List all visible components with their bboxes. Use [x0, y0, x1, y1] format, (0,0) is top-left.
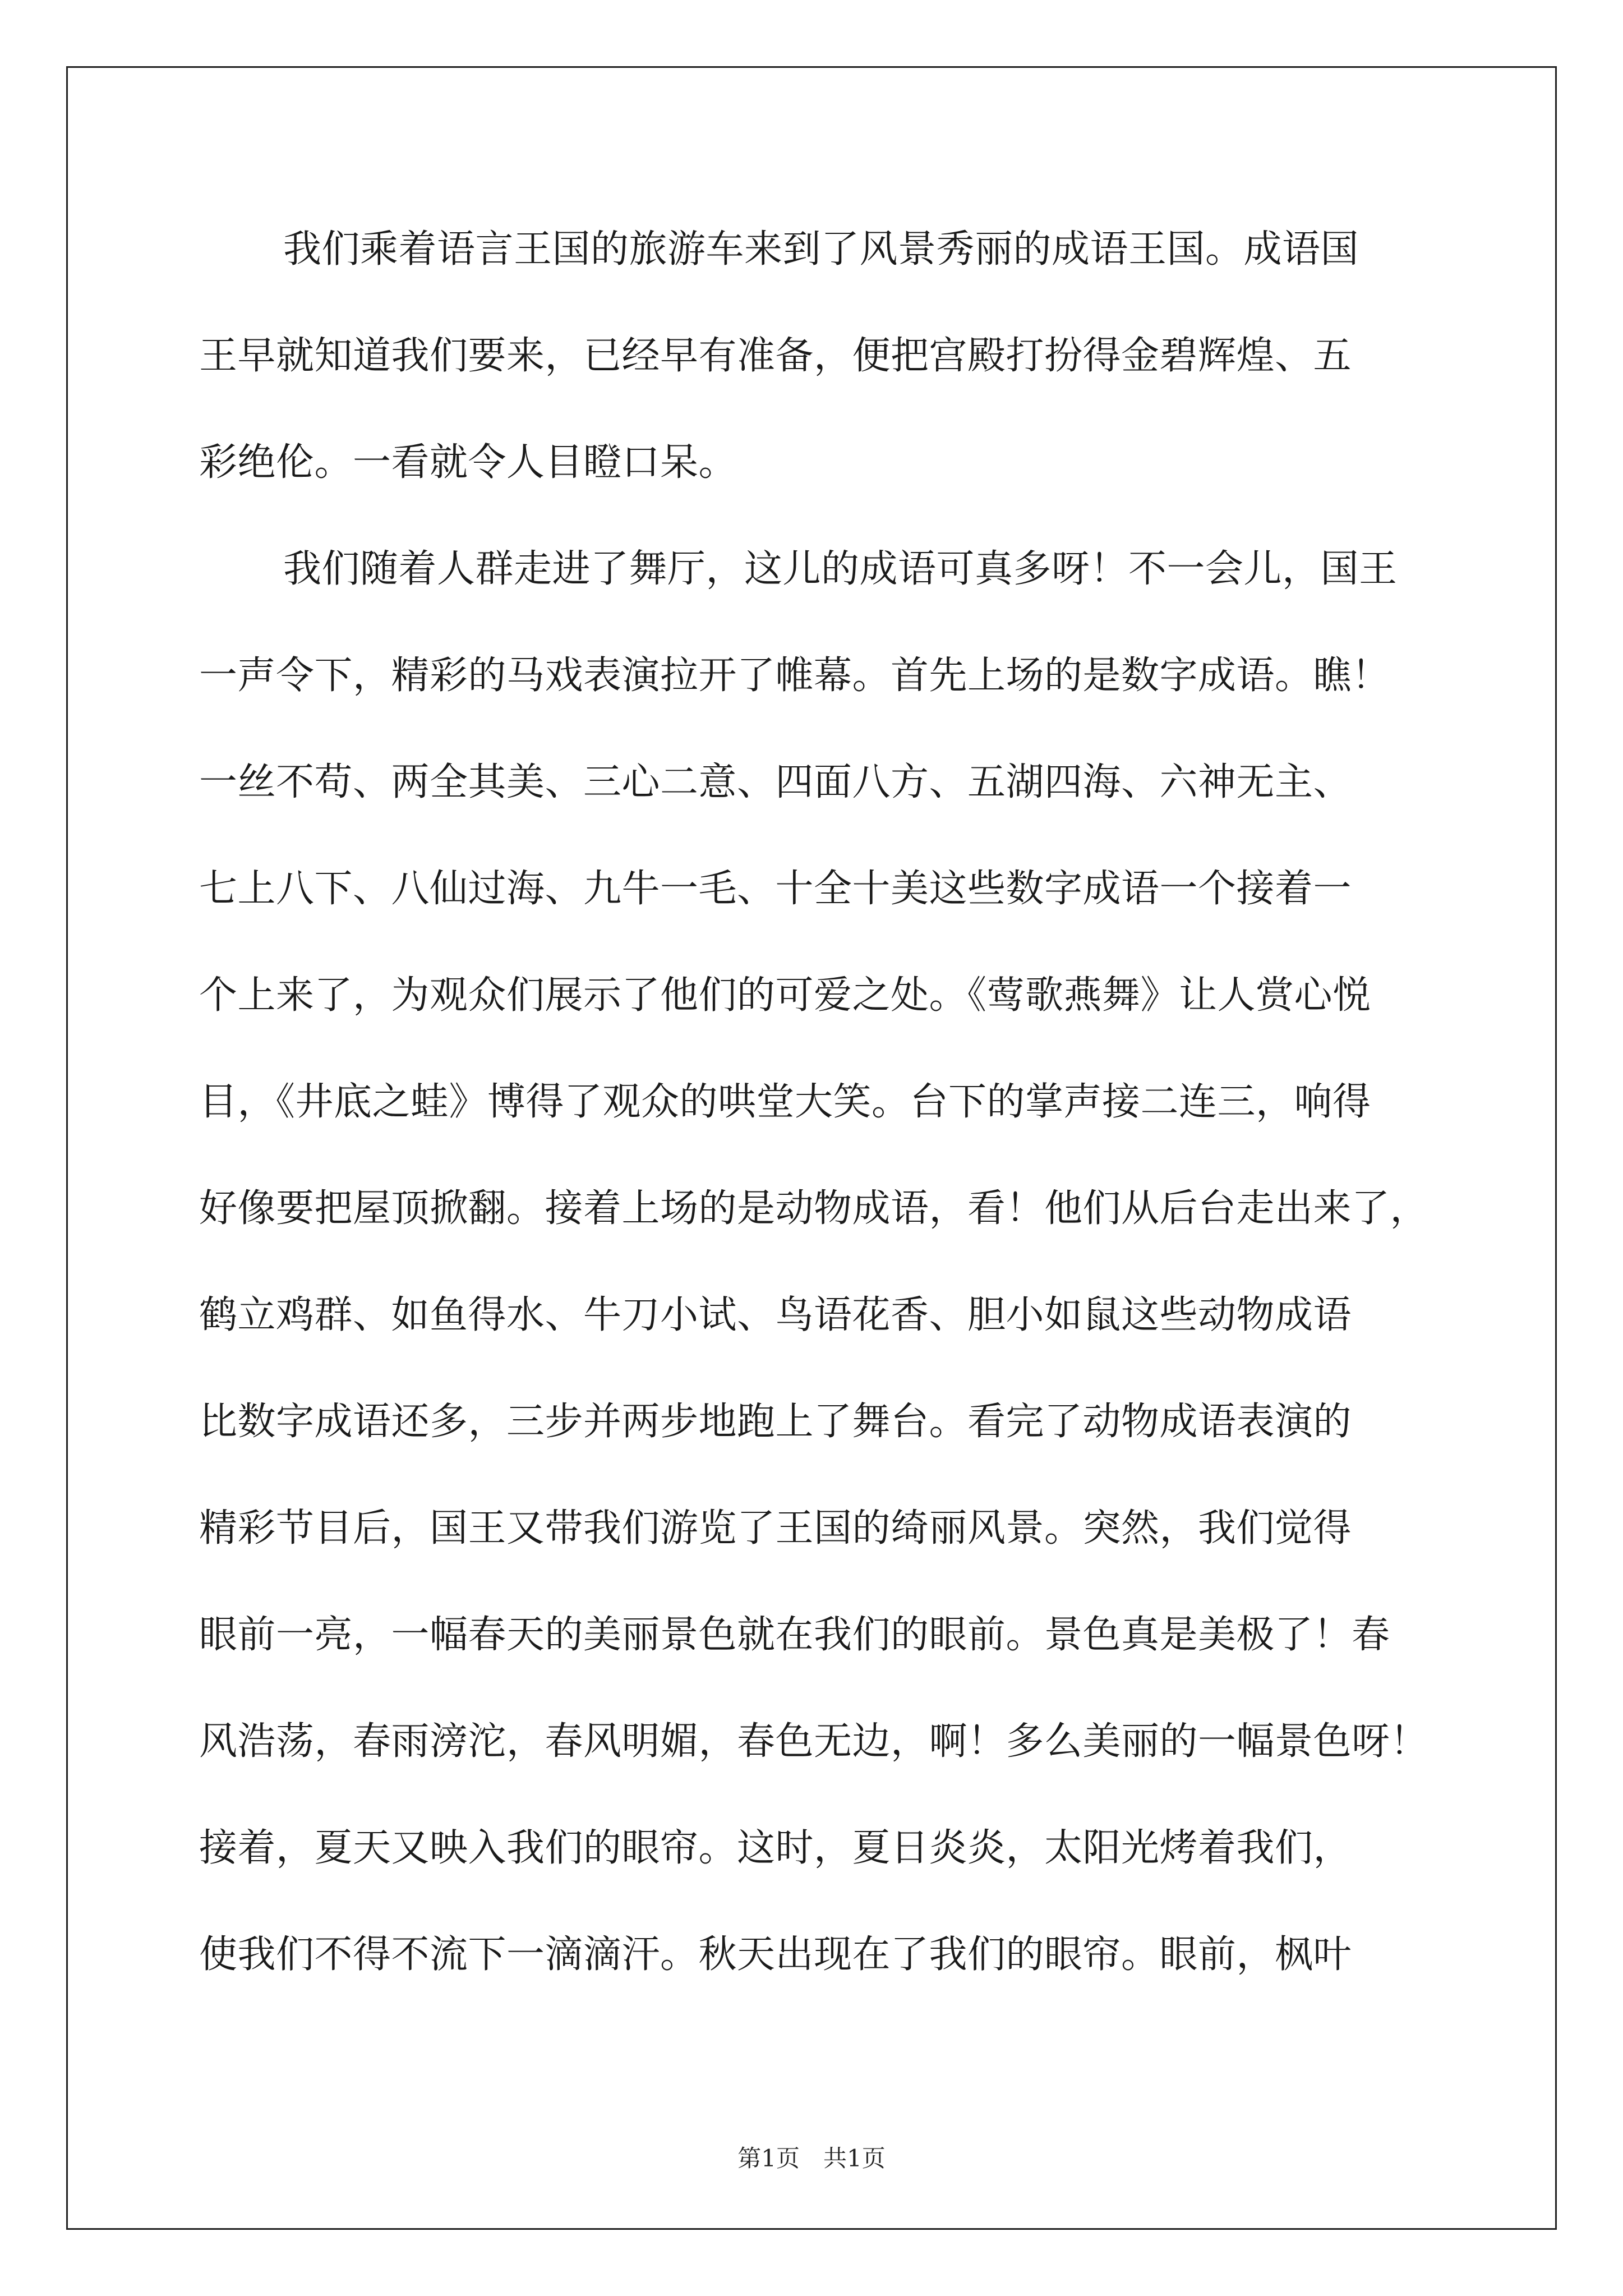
text-line-15: 风浩荡，春雨滂沱，春风明媚，春色无边，啊！多么美丽的一幅景色呀！	[199, 1719, 1429, 1764]
text-line-12: 比数字成语还多，三步并两步地跑上了舞台。看完了动物成语表演的	[199, 1400, 1352, 1444]
text-line-7: 七上八下、八仙过海、九牛一毛、十全十美这些数字成语一个接着一	[199, 867, 1352, 911]
text-line-8: 个上来了，为观众们展示了他们的可爱之处。《莺歌燕舞》让人赏心悦	[199, 973, 1371, 1018]
text-line-2: 王早就知道我们要来，已经早有准备，便把宫殿打扮得金碧辉煌、五	[199, 334, 1352, 378]
text-line-9: 目，《井底之蛙》博得了观众的哄堂大笑。台下的掌声接二连三，响得	[199, 1080, 1371, 1124]
document-body	[199, 216, 1427, 2028]
text-line-14: 眼前一亮，一幅春天的美丽景色就在我们的眼前。景色真是美极了！春	[199, 1613, 1390, 1657]
text-line-1: 我们乘着语言王国的旅游车来到了风景秀丽的成语王国。成语国	[283, 227, 1359, 272]
text-line-16: 接着，夏天又映入我们的眼帘。这时，夏日炎炎，太阳光烤着我们，	[199, 1826, 1352, 1870]
text-line-11: 鹤立鸡群、如鱼得水、牛刀小试、鸟语花香、胆小如鼠这些动物成语	[199, 1293, 1352, 1337]
text-line-10: 好像要把屋顶掀翻。接着上场的是动物成语，看！他们从后台走出来了，	[199, 1186, 1429, 1231]
page-number-footer: 第1页 共1页	[737, 2145, 886, 2172]
text-line-17: 使我们不得不流下一滴滴汗。秋天出现在了我们的眼帘。眼前，枫叶	[199, 1932, 1352, 1977]
text-line-4: 我们随着人群走进了舞厅，这儿的成语可真多呀！不一会儿，国王	[283, 547, 1398, 591]
text-line-5: 一声令下，精彩的马戏表演拉开了帷幕。首先上场的是数字成语。瞧！	[199, 654, 1390, 698]
text-line-13: 精彩节目后，国王又带我们游览了王国的绮丽风景。突然，我们觉得	[199, 1506, 1352, 1550]
text-line-6: 一丝不苟、两全其美、三心二意、四面八方、五湖四海、六神无主、	[199, 760, 1352, 804]
text-line-3: 彩绝伦。一看就令人目瞪口呆。	[199, 440, 737, 485]
